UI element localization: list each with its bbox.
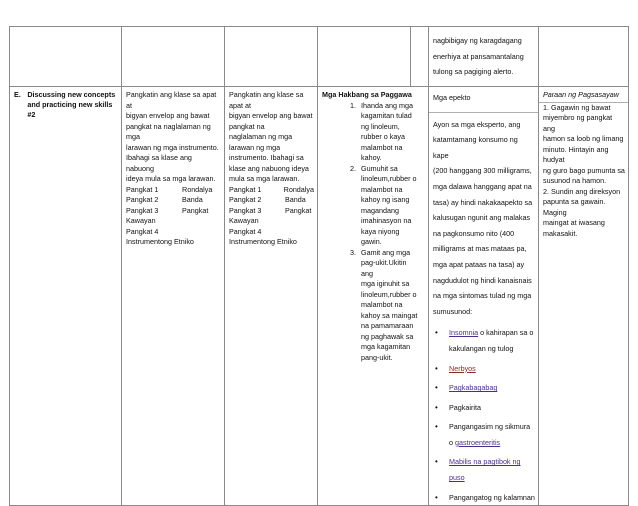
text-line: milligrams at mas mataas pa, [433, 244, 527, 254]
group-instrument: Banda [182, 195, 203, 204]
text-line: katamtamang konsumo ng kape [433, 135, 518, 160]
symptom-item [433, 380, 535, 396]
group-name: Pangkat 1 [229, 184, 262, 194]
text-line: Pangkatin ang klase sa apat at [229, 90, 304, 110]
text-line: malambot na [361, 300, 403, 309]
symptom-item [433, 490, 535, 506]
text-line: bigyan envelop ang bawat [126, 111, 210, 120]
step-item [322, 101, 425, 164]
text-line: minuto. Hintayin ang hudyat [543, 144, 609, 164]
step-number: 1. [350, 100, 356, 110]
top-row [10, 27, 629, 87]
step-number: 2. [350, 163, 356, 173]
text-line: mga iginuhit sa [361, 279, 410, 288]
text-line: kahoy. [361, 153, 382, 162]
bullet-icon: • [435, 422, 438, 432]
text-line: maingat at iwasang [543, 218, 605, 227]
text-line: rubber o kaya [361, 132, 405, 141]
insomnia-link[interactable]: Insomnia [449, 328, 479, 338]
row-label-line: Discussing new concepts [27, 90, 116, 99]
text-line: pangkat na [229, 121, 265, 131]
top-cell-4 [318, 27, 411, 87]
text-line: Ayon sa mga eksperto, ang [433, 119, 521, 129]
steps-title: Mga Hakbang sa Paggawa [322, 90, 412, 99]
puso-link[interactable]: puso [449, 473, 465, 483]
lesson-plan-table [9, 26, 629, 506]
text-line: na pagkonsumo nito (400 [433, 228, 515, 238]
text-line: makasakit. [543, 228, 578, 238]
text-line: o kahirapan sa o [478, 328, 534, 338]
effects-heading: Mga epekto [433, 93, 471, 102]
text-line: na pamamaraan [361, 321, 414, 330]
text-line: Kawayan [126, 216, 156, 225]
text-line: 2. Sundin ang direksyon [543, 186, 621, 196]
symptom-item [433, 454, 535, 485]
text-line: sumusunod: [433, 306, 473, 316]
text-line: pang-ukit. [361, 352, 393, 362]
mabilis-link[interactable]: Mabilis na pagtibok ng [449, 457, 521, 467]
text-line: enerhiya at pansamantalang [433, 51, 524, 61]
text-line: Ihanda ang mga [361, 100, 413, 110]
bullet-icon: • [435, 457, 438, 467]
group-instrument: Rondalya [283, 184, 314, 194]
text-line: ng guro bago pumunta sa [543, 165, 625, 175]
text-line: Pangangasim ng sikmura [449, 422, 531, 432]
group-name: Pangkat 2 [229, 195, 262, 204]
text-line: Pangangatog ng kalamnan [449, 492, 535, 502]
text-line: 1. Gagawin ng bawat [543, 102, 611, 112]
dance-cell [539, 87, 629, 506]
symptom-item [433, 419, 535, 450]
effects-cell [429, 87, 539, 506]
text-line: Pagkairita [449, 402, 481, 412]
text-line: ng linoleum, [361, 121, 400, 131]
text-line: Pangkat 4 [229, 226, 262, 236]
text-line: nagdudulot ng hindi kanaisnais [433, 275, 532, 285]
text-line: mga dalawa hanggang apat na [433, 181, 532, 191]
group-name: Pangkat 3 [126, 205, 159, 215]
text-line: magandang [361, 205, 399, 215]
text-line: linoleum,rubber o [361, 174, 417, 183]
group-instrument: Pangkat [285, 205, 312, 215]
text-line: (200 hanggang 300 milligrams, [433, 166, 532, 176]
group-instrument: Rondalya [182, 184, 213, 194]
steps-cell [318, 87, 429, 506]
text-line: miyembro ng pangkat ang [543, 113, 613, 133]
text-line: tulong sa pagiging alerto. [433, 67, 514, 77]
text-line: klase ang nabuong ideya [229, 163, 309, 173]
row-e [10, 87, 629, 506]
nerbyos-link[interactable]: Nerbyos [449, 363, 476, 373]
text-line: ng paghawak sa [361, 331, 414, 341]
text-line: pag-ukit.Ukitin ang [361, 258, 407, 278]
text-line: na mga sintomas tulad ng mga [433, 291, 532, 301]
activity-cell-1 [122, 87, 225, 506]
pagkabagabag-link[interactable]: Pagkabagabag [449, 383, 498, 393]
text-line: Gumuhit sa [361, 163, 398, 173]
text-line: kahoy ng isang [361, 195, 410, 204]
symptom-item [433, 400, 535, 416]
symptoms-list [433, 325, 535, 505]
top-cell-5 [411, 27, 429, 87]
group-instrument: Pangkat [182, 205, 209, 215]
text-line: kaya niyong gawin. [361, 226, 400, 246]
bullet-icon: • [435, 328, 438, 338]
text-line: nagbibigay ng karagdagang [433, 36, 522, 45]
text-line: larawan ng mga [229, 142, 281, 152]
text-line: kakulangan ng tulog [449, 343, 514, 353]
top-cell-3 [225, 27, 318, 87]
text-line: malambot na [361, 184, 403, 194]
top-cell-2 [122, 27, 225, 87]
text-line: pangkat na naglalaman ng mga [126, 121, 211, 141]
row-letter: E. [14, 90, 21, 99]
text-line: kahoy sa maingat [361, 310, 418, 320]
text-line: mula sa mga larawan. [229, 174, 300, 183]
text-line: kagamitan tulad [361, 111, 412, 120]
text-line: Pangkat 4 [126, 226, 159, 236]
group-name: Pangkat 3 [229, 205, 262, 215]
text-line: Ibahagi sa klase ang nabuong [126, 153, 192, 173]
group-line [229, 206, 314, 217]
text-line: kalusugan ngunit ang malakas [433, 213, 531, 223]
text-line: papunta sa gawain. Maging [543, 197, 606, 217]
text-line: imahinasyon na [361, 216, 412, 225]
group-line [229, 185, 314, 196]
bullet-icon: • [435, 363, 438, 373]
group-name: Pangkat 2 [126, 195, 159, 204]
top-cell-1 [10, 27, 122, 87]
group-line [126, 185, 221, 196]
text-line: tasa) ay hindi nakakaapekto sa [433, 197, 533, 207]
dance-heading: Paraan ng Pagsasayaw [543, 90, 619, 99]
top-cell-6 [429, 27, 539, 87]
symptom-item [433, 325, 535, 356]
text-line: Pangkatin ang klase sa apat at [126, 90, 217, 110]
text-line: mga kagamitan [361, 342, 411, 351]
step-item [322, 164, 425, 248]
group-instrument: Banda [285, 195, 306, 204]
bullet-icon: • [435, 383, 438, 393]
text-line: bigyan envelop ang bawat [229, 111, 313, 120]
text-line: mga apat pataas na tasa) ay [433, 259, 525, 269]
text-line: larawan ng mga instrumento. [126, 142, 219, 152]
text-line: instrumento. Ibahagi sa [229, 153, 304, 162]
bullet-icon: • [435, 402, 438, 412]
row-label-cell [10, 87, 122, 506]
group-line [126, 206, 221, 217]
text-line: Gamit ang mga [361, 247, 411, 257]
text-line: Kawayan [229, 216, 259, 225]
text-line: linoleum,rubber o [361, 289, 417, 299]
text-line: naglalaman ng mga [229, 132, 293, 141]
gastroenteritis-link[interactable]: gastroenteritis [455, 437, 501, 447]
text-line: ideya mula sa mga larawan. [126, 174, 216, 183]
top-cell-7 [539, 27, 629, 87]
text-line: Instrumentong Etniko [229, 237, 297, 246]
text-line: o [449, 437, 455, 447]
text-line: hamon sa loob ng limang [543, 134, 624, 143]
symptom-item [433, 361, 535, 377]
steps-list [322, 101, 425, 364]
text-line: Instrumentong Etniko [126, 237, 194, 246]
text-line: susunod na hamon. [543, 176, 607, 185]
activity-cell-2 [225, 87, 318, 506]
group-line [229, 195, 314, 206]
row-label-line: and practicing new skills #2 [27, 100, 113, 119]
step-item [322, 248, 425, 364]
group-line [126, 195, 221, 206]
step-number: 3. [350, 247, 356, 257]
bullet-icon: • [435, 492, 438, 502]
text-line: malambot na [361, 142, 403, 152]
group-name: Pangkat 1 [126, 184, 159, 194]
